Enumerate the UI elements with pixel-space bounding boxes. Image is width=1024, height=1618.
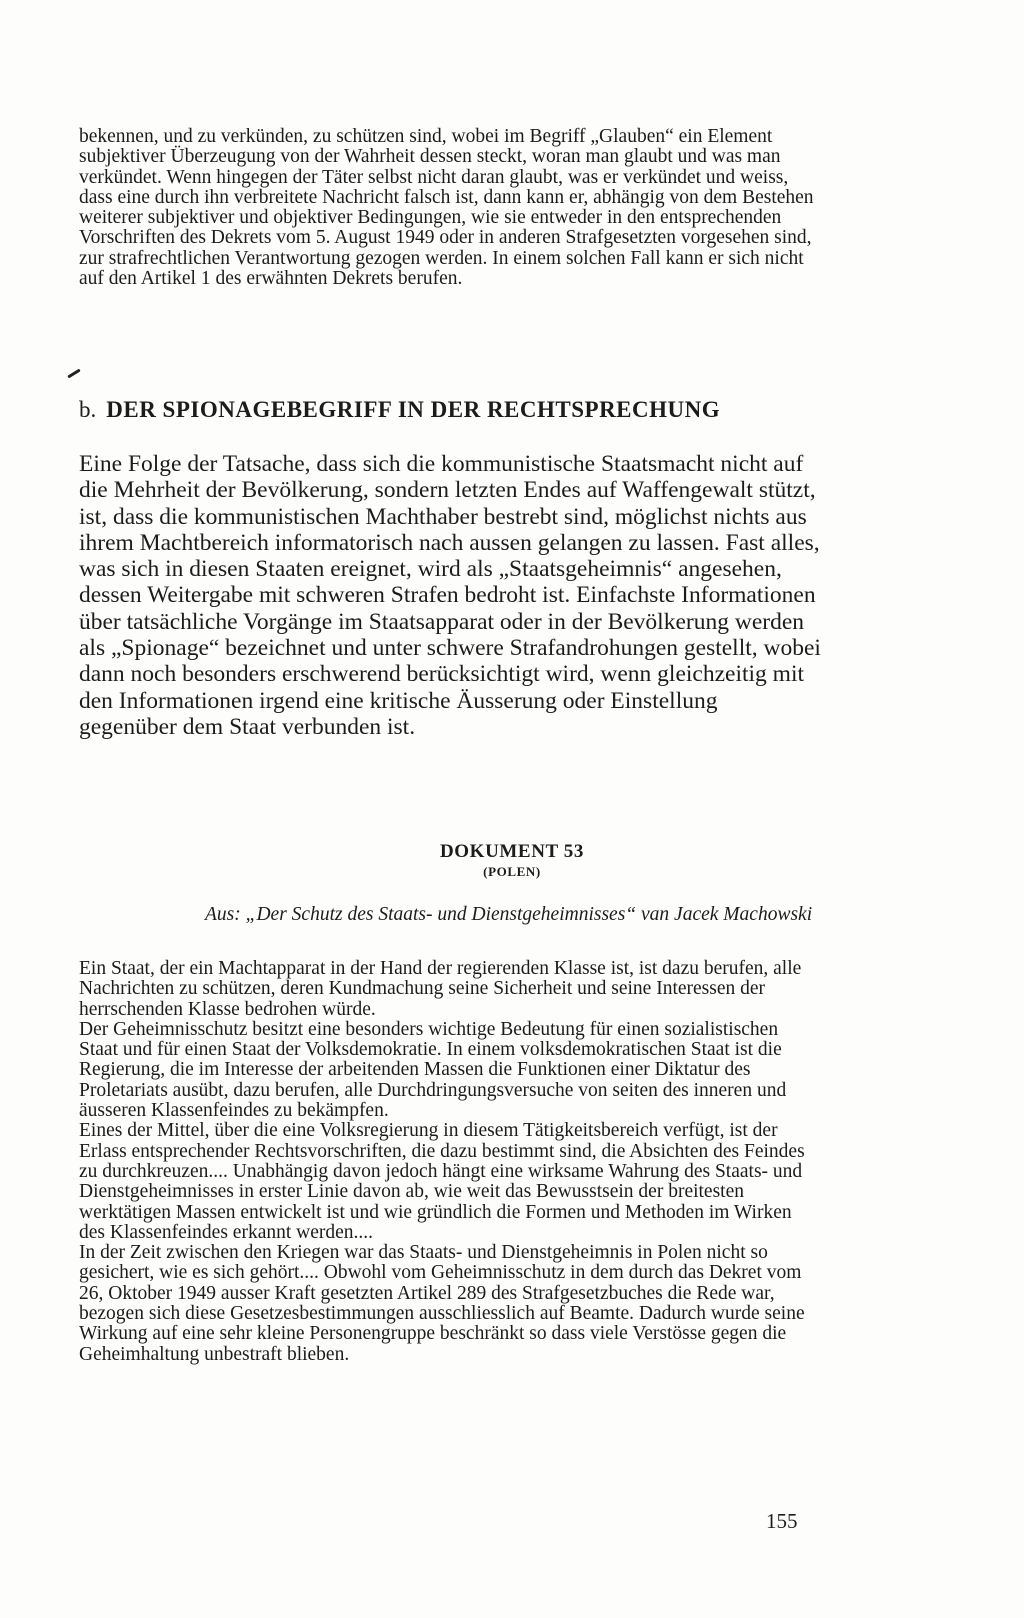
document-source: Aus: „Der Schutz des Staats- und Dienstgeheimnisses“ van Jacek Machowski — [205, 904, 813, 925]
document-excerpt — [79, 959, 821, 1365]
section-letter: b. — [79, 397, 97, 422]
excerpt-paragraph: In der Zeit zwischen den Kriegen war das Staats- und Dienstgeheimnis in Polen nicht so gesichert, wie es sich gehört.... Obwohl vom Geheimnisschutz in dem durch das Dekret vom 26, Oktober 1949 ausser Kraft gesetzten Artikel 289 des Strafgesetzbuches die Rede war, bezogen sich diese Gesetzesbestimmungen ausschliesslich auf Beamte. Dadurch wurde seine Wirkung auf eine sehr kleine Personengruppe beschränkt so dass viele Verstösse gegen die Geheimhaltung unbestraft blieben. — [79, 1242, 805, 1365]
section-heading — [79, 396, 839, 424]
document-title: DOKUMENT 53 — [439, 841, 584, 862]
document-country: (POLEN) — [483, 864, 541, 879]
excerpt-paragraph: Ein Staat, der ein Machtapparat in der Hand der regierenden Klasse ist, ist dazu berufen, alle Nachrichten zu schützen, deren Kundmachung seine Sicherheit und seine Interessen der herrschenden Klasse bedrohen würde. — [79, 958, 802, 1020]
intro-paragraph: bekennen, und zu verkünden, zu schützen sind, wobei im Begriff „Glauben“ ein Element subjektiver Überzeugung von der Wahrheit dessen steckt, woran man glaubt und was man verkündet. Wenn hingegen der Täter selbst nicht daran glaubt, was er verkündet und weiss, dass eine durch ihn verbreitete Nachricht falsch ist, dann kann er, abhängig von dem Bestehen weiterer subjektiver und objektiver Bedingungen, wie sie entweder in den entsprechenden Vorschriften des Dekrets vom 5. August 1949 oder in anderen Strafgesetzten vorgesehen sind, zur strafrechtlichen Verantwortung gezogen werden. In einem solchen Fall kann er sich nicht auf den Artikel 1 des erwähnten Dekrets berufen. — [79, 126, 814, 290]
excerpt-paragraph: Eines der Mittel, über die eine Volksregierung in diesem Tätigkeitsbereich verfügt, ist der Erlass entsprechender Rechtsvorschriften, die dazu bestimmt sind, die Absichten des Feindes zu durchkreuzen.... Unabhängig davon jedoch hängt eine wirksame Wahrung des Staats- und Dienstgeheimnisses in erster Linie davon ab, wie weit das Bewusstsein der breitesten werktätigen Massen entwickelt ist und wie gründlich die Formen und Methoden im Wirken des Klassenfeindes erkannt werden.... — [79, 1120, 805, 1243]
page-number: 155 — [766, 1509, 798, 1533]
section-body: Eine Folge der Tatsache, dass sich die kommunistische Staatsmacht nicht auf die Mehrheit der Bevölkerung, sondern letzten Endes auf Waffengewalt stützt, ist, dass die kommunistischen Machthaber bestrebt sind, möglichst nichts aus ihrem Machtbereich informatorisch nach aussen gelangen zu lassen. Fast alles, was sich in diesen Staaten ereignet, wird als „Staatsgeheimnis“ angesehen, dessen Weitergabe mit schweren Strafen bedroht ist. Einfachste Informationen über tatsächliche Vorgänge im Staatsapparat oder in der Bevölkerung werden als „Spionage“ bezeichnet und unter schwere Strafandrohungen gestellt, wobei dann noch besonders erschwerend berücksichtigt wird, wenn gleichzeitig mit den Informationen irgend eine kritische Äusserung oder Einstellung gegenüber dem Staat verbunden ist. — [79, 451, 821, 740]
margin-pencil-mark — [67, 369, 80, 379]
section-title: DER SPIONAGEBEGRIFF IN DER RECHTSPRECHUNG — [106, 397, 721, 422]
excerpt-paragraph: Der Geheimnisschutz besitzt eine besonders wichtige Bedeutung für einen sozialistischen Staat und für einen Staat der Volksdemokratie. In einem volksdemokratischen Staat ist die Regierung, die im Interesse der arbeitenden Massen die Funktionen einer Diktatur des Proletariats ausübt, dazu berufen, alle Durchdringungsversuche von seiten des inneren und äusseren Klassenfeindes zu bekämpfen. — [79, 1018, 787, 1122]
